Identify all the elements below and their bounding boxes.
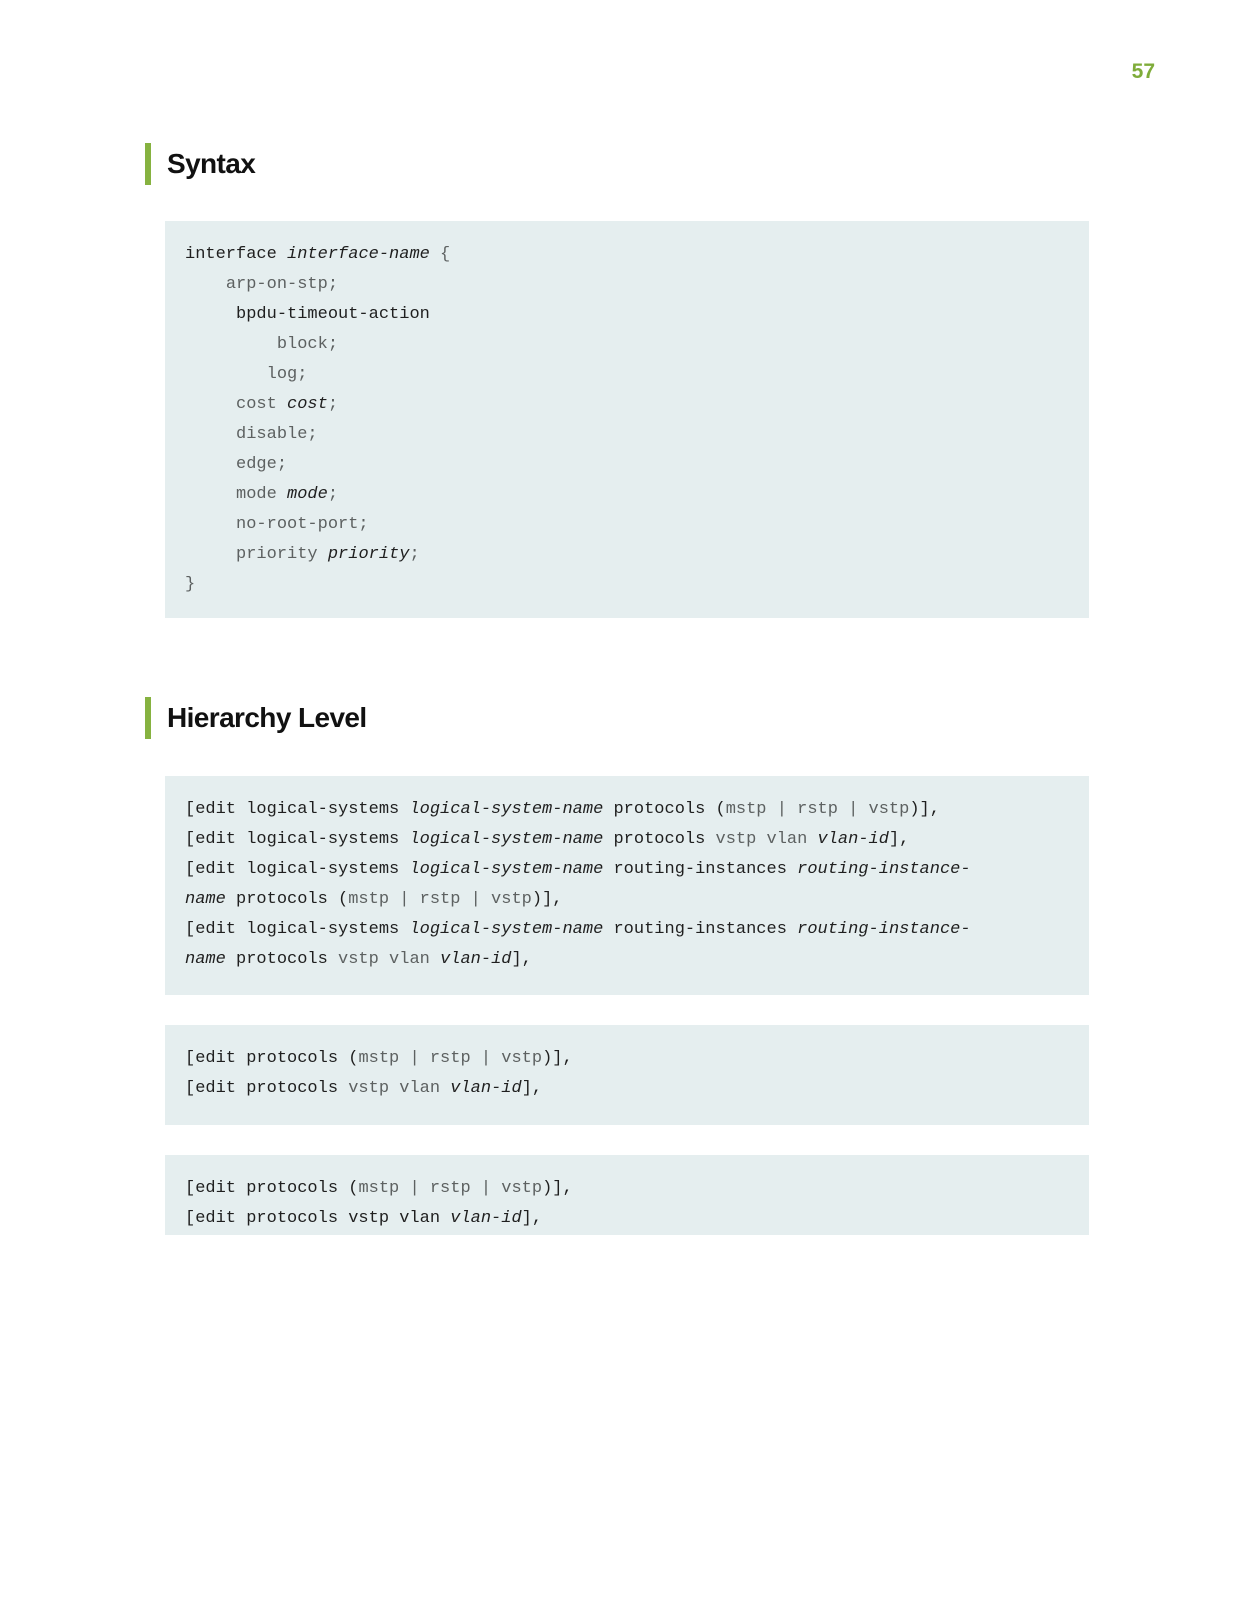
syntax-code-block [165,221,1089,618]
code-token: mstp | rstp | vstp [358,1049,543,1068]
code-token: mstp | rstp | vstp [348,890,532,909]
code-token: priority [236,545,328,564]
code-token: )], [542,1179,573,1198]
code-variable: interface-name [287,245,430,264]
code-line [185,795,1069,825]
code-line [185,420,1069,450]
hierarchy-code-lines [185,1044,1069,1104]
code-variable: vlan-id [817,830,889,849]
code-token: ; [327,395,339,414]
hierarchy-code-block-logical-systems [165,776,1089,995]
code-line [185,330,1069,360]
code-variable: vlan-id [440,950,512,969]
code-token: [edit logical-systems [185,860,410,879]
code-token: ], [521,1209,543,1228]
code-token: mstp | rstp | vstp [358,1179,543,1198]
code-token: )], [542,1049,573,1068]
code-variable: logical-system-name [409,860,604,879]
code-variable: cost [287,395,328,414]
code-line [185,360,1069,390]
code-token: bpdu-timeout-action [236,305,430,324]
code-line [185,510,1069,540]
code-token: routing-instances [603,920,798,939]
code-token: log; [266,365,308,384]
code-token: { [429,245,451,264]
code-token: edge; [236,455,288,474]
code-line [185,540,1069,570]
code-token: cost [236,395,288,414]
code-line [185,300,1069,330]
code-token: [edit protocols [185,1079,349,1098]
code-token: ; [327,485,339,504]
code-token: ; [409,545,420,564]
code-line [185,390,1069,420]
code-token: protocols ( [225,890,349,909]
code-token: vstp vlan [338,950,441,969]
hierarchy-code-lines [185,795,1069,975]
code-line [185,240,1069,270]
hierarchy-code-block-protocols-continued [165,1155,1089,1235]
code-token: protocols [225,950,339,969]
code-line [185,570,1069,600]
code-line [185,825,1069,855]
code-variable: logical-system-name [409,800,604,819]
code-token: )], [909,800,940,819]
code-token: [edit protocols vstp vlan [185,1209,451,1228]
code-token: vstp vlan [348,1079,451,1098]
code-token: mode [236,485,288,504]
code-variable: mode [287,485,328,504]
code-token: disable; [236,425,318,444]
code-variable: logical-system-name [409,830,604,849]
code-token: [edit logical-systems [185,800,410,819]
code-line [185,480,1069,510]
code-variable: routing-instance- [797,860,971,879]
code-variable: routing-instance- [797,920,971,939]
code-token: routing-instances [603,860,798,879]
code-line [185,945,1069,975]
syntax-code-lines [185,240,1069,600]
code-token: mstp | rstp | vstp [725,800,910,819]
code-line [185,450,1069,480]
code-token: [edit logical-systems [185,920,410,939]
code-variable: logical-system-name [409,920,604,939]
hierarchy-code-block-protocols [165,1025,1089,1125]
code-line [185,915,1069,945]
code-token: [edit logical-systems [185,830,410,849]
code-token: [edit protocols ( [185,1049,359,1068]
code-token: protocols ( [603,800,726,819]
code-variable: vlan-id [450,1209,522,1228]
code-line [185,885,1069,915]
code-token: no-root-port; [236,515,369,534]
code-token: )], [531,890,563,909]
hierarchy-level-heading: Hierarchy Level [145,697,367,739]
code-token: arp-on-stp; [225,275,339,294]
code-token: } [185,575,196,594]
code-token: ], [521,1079,543,1098]
code-token: interface [185,245,288,264]
code-variable: name [185,950,226,969]
code-token: protocols [603,830,716,849]
code-line [185,855,1069,885]
hierarchy-code-lines [185,1174,1069,1234]
code-token: ], [511,950,532,969]
code-line [185,1204,1069,1234]
code-variable: vlan-id [450,1079,522,1098]
code-line [185,270,1069,300]
code-line [185,1074,1069,1104]
code-token: ], [888,830,910,849]
code-line [185,1044,1069,1074]
code-token: [edit protocols ( [185,1179,359,1198]
code-line [185,1174,1069,1204]
code-token: vstp vlan [715,830,818,849]
code-variable: priority [327,545,410,564]
code-variable: name [185,890,226,909]
code-token: block; [276,335,339,354]
page-number: 57 [1131,60,1155,83]
syntax-heading: Syntax [145,143,255,185]
